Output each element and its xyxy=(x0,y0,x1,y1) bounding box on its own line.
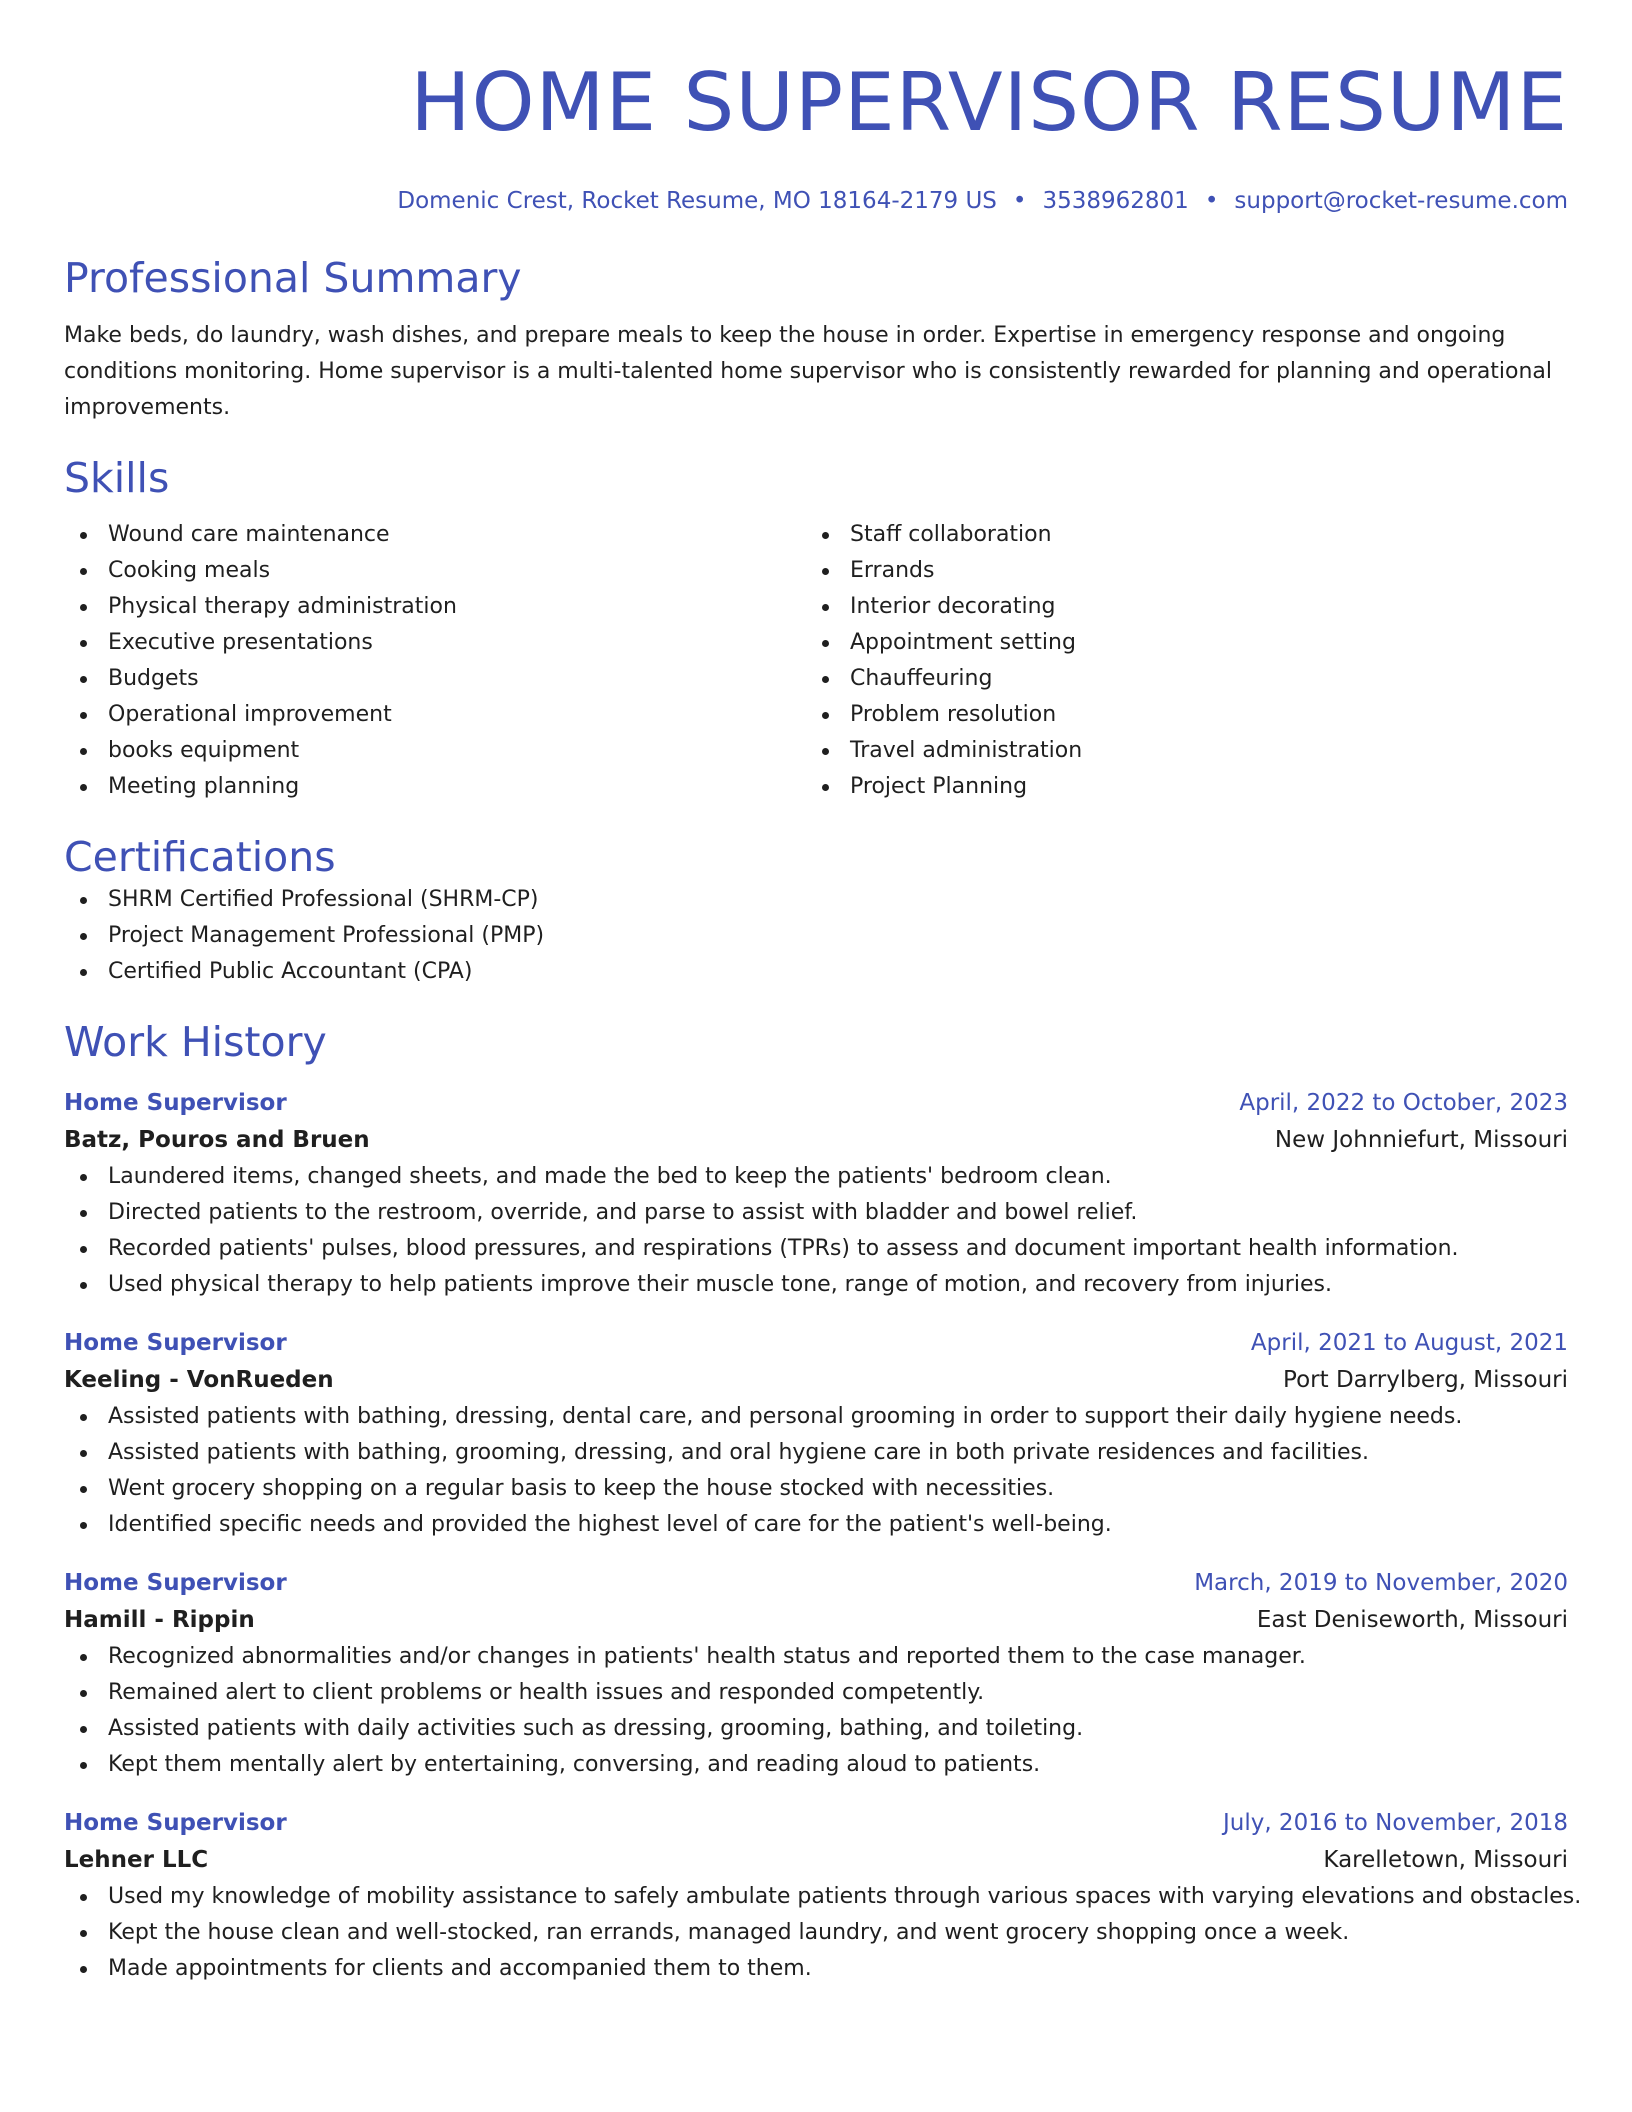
bullet-icon xyxy=(80,1522,87,1529)
bullet-icon xyxy=(822,568,829,575)
job-title-row xyxy=(64,1325,1568,1361)
skill-item-text: Problem resolution xyxy=(850,702,1057,727)
job-entry xyxy=(64,1805,1582,1987)
skill-item xyxy=(64,769,806,805)
skill-item-text: Cooking meals xyxy=(108,558,271,583)
job-duty-item-text: Assisted patients with daily activities such as dressing, grooming, bathing, and toileting. xyxy=(108,1716,1084,1741)
skills-list-left xyxy=(64,517,806,805)
job-duty-item xyxy=(64,1747,1568,1783)
resume-title: HOME SUPERVISOR RESUME xyxy=(410,56,1568,149)
skill-item xyxy=(64,553,806,589)
job-duty-item-text: Kept them mentally alert by entertaining, conversing, and reading aloud to patients. xyxy=(108,1752,1041,1777)
bullet-icon xyxy=(80,676,87,683)
job-duty-item xyxy=(64,1675,1568,1711)
bullet-icon xyxy=(80,748,87,755)
job-duty-item-text: Kept the house clean and well-stocked, ran errands, managed laundry, and went grocery shopping once a week. xyxy=(108,1920,1350,1945)
job-duty-item xyxy=(64,1195,1568,1231)
skills-column-left xyxy=(64,517,806,805)
skills-column-right xyxy=(806,517,1548,805)
job-location: New Johnniefurt, Missouri xyxy=(1274,1127,1568,1153)
job-entry xyxy=(64,1085,1568,1303)
job-duty-item xyxy=(64,1951,1568,1987)
certification-item-text: Project Management Professional (PMP) xyxy=(108,923,545,948)
bullet-icon xyxy=(80,712,87,719)
bullet-icon xyxy=(80,1450,87,1457)
skill-item-text: Travel administration xyxy=(850,738,1083,763)
job-duties-list xyxy=(64,1879,1582,1987)
skill-item xyxy=(806,553,1548,589)
job-title: Home Supervisor xyxy=(64,1570,287,1596)
skill-item xyxy=(64,733,806,769)
job-duty-item-text: Recorded patients' pulses, blood pressures, and respirations (TPRs) to assess and document important health information. xyxy=(108,1236,1459,1261)
job-duty-item-text: Directed patients to the restroom, override, and parse to assist with bladder and bowel relief. xyxy=(108,1200,1138,1225)
bullet-icon xyxy=(80,969,87,976)
skill-item-text: Wound care maintenance xyxy=(108,522,390,547)
job-duty-item-text: Used physical therapy to help patients improve their muscle tone, range of motion, and recovery from injuries. xyxy=(108,1272,1332,1297)
job-duty-item-text: Used my knowledge of mobility assistance to safely ambulate patients through various spaces with varying elevations and obstacles. xyxy=(108,1884,1582,1909)
skill-item-text: Physical therapy administration xyxy=(108,594,457,619)
certifications-heading: Certifications xyxy=(64,833,336,881)
skill-item-text: books equipment xyxy=(108,738,300,763)
skill-item xyxy=(806,589,1548,625)
job-duty-item-text: Assisted patients with bathing, grooming, dressing, and oral hygiene care in both private residences and facilities. xyxy=(108,1440,1369,1465)
job-duties-list xyxy=(64,1159,1568,1303)
certification-item-text: SHRM Certified Professional (SHRM-CP) xyxy=(108,887,539,912)
contact-separator: • xyxy=(1204,188,1219,214)
job-company-row xyxy=(64,1121,1568,1159)
job-duties-list xyxy=(64,1639,1568,1783)
skill-item xyxy=(806,697,1548,733)
skill-item-text: Chauffeuring xyxy=(850,666,993,691)
skill-item xyxy=(64,589,806,625)
bullet-icon xyxy=(80,1762,87,1769)
job-duty-item xyxy=(64,1879,1582,1915)
certification-item xyxy=(64,882,1568,918)
skill-item xyxy=(806,733,1548,769)
job-entry xyxy=(64,1325,1568,1543)
bullet-icon xyxy=(80,604,87,611)
bullet-icon xyxy=(80,1414,87,1421)
skill-item-text: Budgets xyxy=(108,666,199,691)
job-duty-item xyxy=(64,1711,1568,1747)
job-title-row xyxy=(64,1565,1568,1601)
job-dates: July, 2016 to November, 2018 xyxy=(1222,1810,1568,1836)
skills-heading: Skills xyxy=(64,454,170,502)
bullet-icon xyxy=(80,568,87,575)
skills-list-right xyxy=(806,517,1548,805)
skill-item-text: Appointment setting xyxy=(850,630,1076,655)
bullet-icon xyxy=(80,1282,87,1289)
bullet-icon xyxy=(80,1690,87,1697)
bullet-icon xyxy=(822,640,829,647)
work-history-list xyxy=(64,1085,1582,1987)
job-duty-item-text: Laundered items, changed sheets, and made the bed to keep the patients' bedroom clean. xyxy=(108,1164,1112,1189)
job-duty-item-text: Recognized abnormalities and/or changes in patients' health status and reported them to the case manager. xyxy=(108,1644,1306,1669)
bullet-icon xyxy=(80,933,87,940)
bullet-icon xyxy=(80,1930,87,1937)
skill-item-text: Project Planning xyxy=(850,774,1028,799)
bullet-icon xyxy=(80,1246,87,1253)
bullet-icon xyxy=(80,784,87,791)
skill-item xyxy=(806,661,1548,697)
bullet-icon xyxy=(822,712,829,719)
bullet-icon xyxy=(80,1174,87,1181)
job-location: Port Darrylberg, Missouri xyxy=(1283,1367,1568,1393)
skill-item xyxy=(64,625,806,661)
job-duties-list xyxy=(64,1399,1568,1543)
skill-item xyxy=(806,769,1548,805)
skill-item-text: Errands xyxy=(850,558,935,583)
job-duty-item-text: Assisted patients with bathing, dressing, dental care, and personal grooming in order to support their daily hygiene needs. xyxy=(108,1404,1463,1429)
job-company-row xyxy=(64,1841,1568,1879)
bullet-icon xyxy=(822,604,829,611)
job-title: Home Supervisor xyxy=(64,1090,287,1116)
bullet-icon xyxy=(80,1210,87,1217)
skill-item xyxy=(64,697,806,733)
job-duty-item-text: Identified specific needs and provided the highest level of care for the patient's well-being. xyxy=(108,1512,1112,1537)
skill-item xyxy=(64,517,806,553)
job-dates: April, 2021 to August, 2021 xyxy=(1250,1330,1568,1356)
job-duty-item xyxy=(64,1507,1568,1543)
skill-item-text: Meeting planning xyxy=(108,774,300,799)
job-duty-item xyxy=(64,1915,1568,1951)
job-dates: March, 2019 to November, 2020 xyxy=(1194,1570,1568,1596)
job-duty-item-text: Remained alert to client problems or health issues and responded competently. xyxy=(108,1680,985,1705)
bullet-icon xyxy=(80,1486,87,1493)
job-company: Hamill - Rippin xyxy=(64,1607,255,1633)
job-company-row xyxy=(64,1361,1568,1399)
job-title-row xyxy=(64,1805,1568,1841)
job-duty-item xyxy=(64,1159,1568,1195)
job-company: Keeling - VonRueden xyxy=(64,1367,334,1393)
certification-item xyxy=(64,918,1568,954)
bullet-icon xyxy=(822,532,829,539)
work-history-heading: Work History xyxy=(64,1018,327,1066)
bullet-icon xyxy=(822,784,829,791)
job-company-row xyxy=(64,1601,1568,1639)
skill-item xyxy=(64,661,806,697)
skill-item xyxy=(806,517,1548,553)
job-company: Lehner LLC xyxy=(64,1847,209,1873)
job-duty-item xyxy=(64,1471,1568,1507)
job-title-row xyxy=(64,1085,1568,1121)
job-duty-item-text: Went grocery shopping on a regular basis to keep the house stocked with necessities. xyxy=(108,1476,1055,1501)
contact-address: Domenic Crest, Rocket Resume, MO 18164-2179 US xyxy=(397,188,997,214)
job-title: Home Supervisor xyxy=(64,1810,287,1836)
job-title: Home Supervisor xyxy=(64,1330,287,1356)
job-entry xyxy=(64,1565,1568,1783)
bullet-icon xyxy=(80,1726,87,1733)
bullet-icon xyxy=(80,532,87,539)
skill-item-text: Operational improvement xyxy=(108,702,392,727)
contact-email[interactable]: support@rocket-resume.com xyxy=(1234,188,1568,214)
contact-line xyxy=(64,186,1568,216)
bullet-icon xyxy=(80,640,87,647)
bullet-icon xyxy=(822,748,829,755)
job-duty-item xyxy=(64,1399,1568,1435)
summary-text: Make beds, do laundry, wash dishes, and prepare meals to keep the house in order. Expertise in emergency response and ongoing conditions monitoring. Home supervisor is a multi-talented home supervisor who is consistently rewarded for planning and operational improvements. xyxy=(64,323,1553,420)
skill-item-text: Interior decorating xyxy=(850,594,1056,619)
job-duty-item xyxy=(64,1435,1568,1471)
skill-item-text: Executive presentations xyxy=(108,630,373,655)
contact-phone: 3538962801 xyxy=(1042,188,1189,214)
skills-grid xyxy=(64,517,1568,805)
bullet-icon xyxy=(80,1894,87,1901)
job-duty-item xyxy=(64,1639,1568,1675)
contact-separator: • xyxy=(1012,188,1027,214)
job-duty-item xyxy=(64,1231,1568,1267)
job-duty-item-text: Made appointments for clients and accompanied them to them. xyxy=(108,1956,812,1981)
summary-heading: Professional Summary xyxy=(64,254,522,302)
certification-item-text: Certified Public Accountant (CPA) xyxy=(108,959,473,984)
job-location: Karelletown, Missouri xyxy=(1323,1847,1568,1873)
bullet-icon xyxy=(80,1966,87,1973)
bullet-icon xyxy=(80,897,87,904)
job-location: East Deniseworth, Missouri xyxy=(1256,1607,1568,1633)
certification-item xyxy=(64,954,1568,990)
bullet-icon xyxy=(80,1654,87,1661)
job-dates: April, 2022 to October, 2023 xyxy=(1239,1090,1568,1116)
skill-item-text: Staff collaboration xyxy=(850,522,1052,547)
bullet-icon xyxy=(822,676,829,683)
certifications-list xyxy=(64,882,1568,990)
job-duty-item xyxy=(64,1267,1568,1303)
skill-item xyxy=(806,625,1548,661)
job-company: Batz, Pouros and Bruen xyxy=(64,1127,370,1153)
